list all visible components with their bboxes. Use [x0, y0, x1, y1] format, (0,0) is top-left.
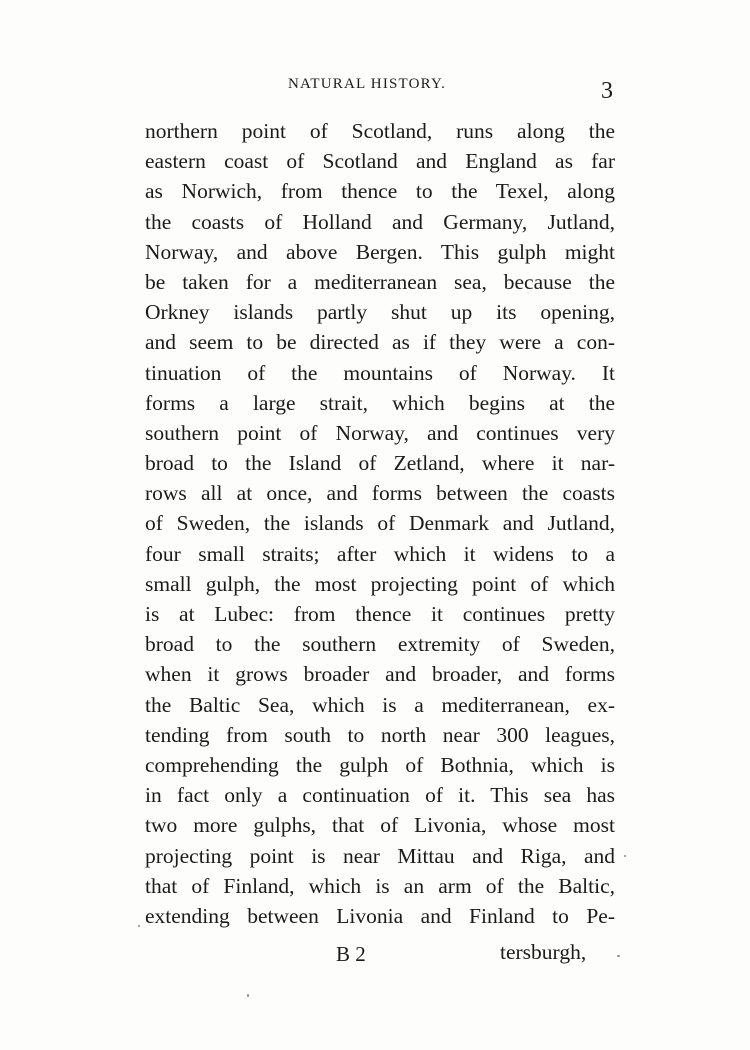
text-line: broad to the Island of Zetland, where it nar-	[145, 451, 615, 476]
text-line: broad to the southern extremity of Sweden,	[145, 632, 615, 657]
text-line: southern point of Norway, and continues very	[145, 420, 615, 445]
body-text	[145, 116, 615, 931]
text-line: forms a large strait, which begins at the	[145, 390, 615, 415]
text-line: tending from south to north near 300 leagues,	[145, 722, 615, 747]
text-line: Norway, and above Bergen. This gulph might	[145, 239, 615, 264]
text-line: comprehending the gulph of Bothnia, which is	[145, 752, 615, 777]
text-line: Orkney islands partly shut up its opening,	[145, 300, 615, 325]
ink-speck	[247, 994, 249, 997]
text-line: projecting point is near Mittau and Riga, and	[145, 843, 615, 868]
text-line: extending between Livonia and Finland to Pe-	[145, 903, 615, 928]
signature-mark: B 2	[336, 942, 366, 966]
ink-speck	[617, 955, 620, 957]
text-line: as Norwich, from thence to the Texel, along	[145, 179, 615, 204]
text-line: the coasts of Holland and Germany, Jutland,	[145, 209, 615, 234]
text-line: rows all at once, and forms between the coasts	[145, 481, 615, 506]
ink-speck	[624, 855, 626, 857]
text-line: tinuation of the mountains of Norway. It	[145, 360, 615, 385]
text-line: and seem to be directed as if they were a con-	[145, 330, 615, 355]
text-line: small gulph, the most projecting point of which	[145, 571, 615, 596]
text-line: eastern coast of Scotland and England as far	[145, 149, 615, 174]
text-line: is at Lubec: from thence it continues pretty	[145, 602, 615, 626]
text-line: four small straits; after which it widens to a	[145, 541, 615, 566]
text-line: the Baltic Sea, which is a mediterranean, ex-	[145, 692, 615, 717]
text-line: northern point of Scotland, runs along the	[145, 119, 615, 143]
ink-speck	[138, 925, 140, 927]
catchword: tersburgh,	[500, 940, 587, 964]
text-line: in fact only a continuation of it. This sea has	[145, 783, 615, 808]
text-line: when it grows broader and broader, and forms	[145, 662, 615, 687]
text-line: be taken for a mediterranean sea, because the	[145, 269, 615, 294]
text-line: that of Finland, which is an arm of the Baltic,	[145, 873, 615, 898]
text-line: two more gulphs, that of Livonia, whose most	[145, 813, 615, 838]
text-line: of Sweden, the islands of Denmark and Jutland,	[145, 511, 615, 536]
page-number: 3	[601, 78, 613, 104]
running-title: NATURAL HISTORY.	[288, 76, 447, 92]
